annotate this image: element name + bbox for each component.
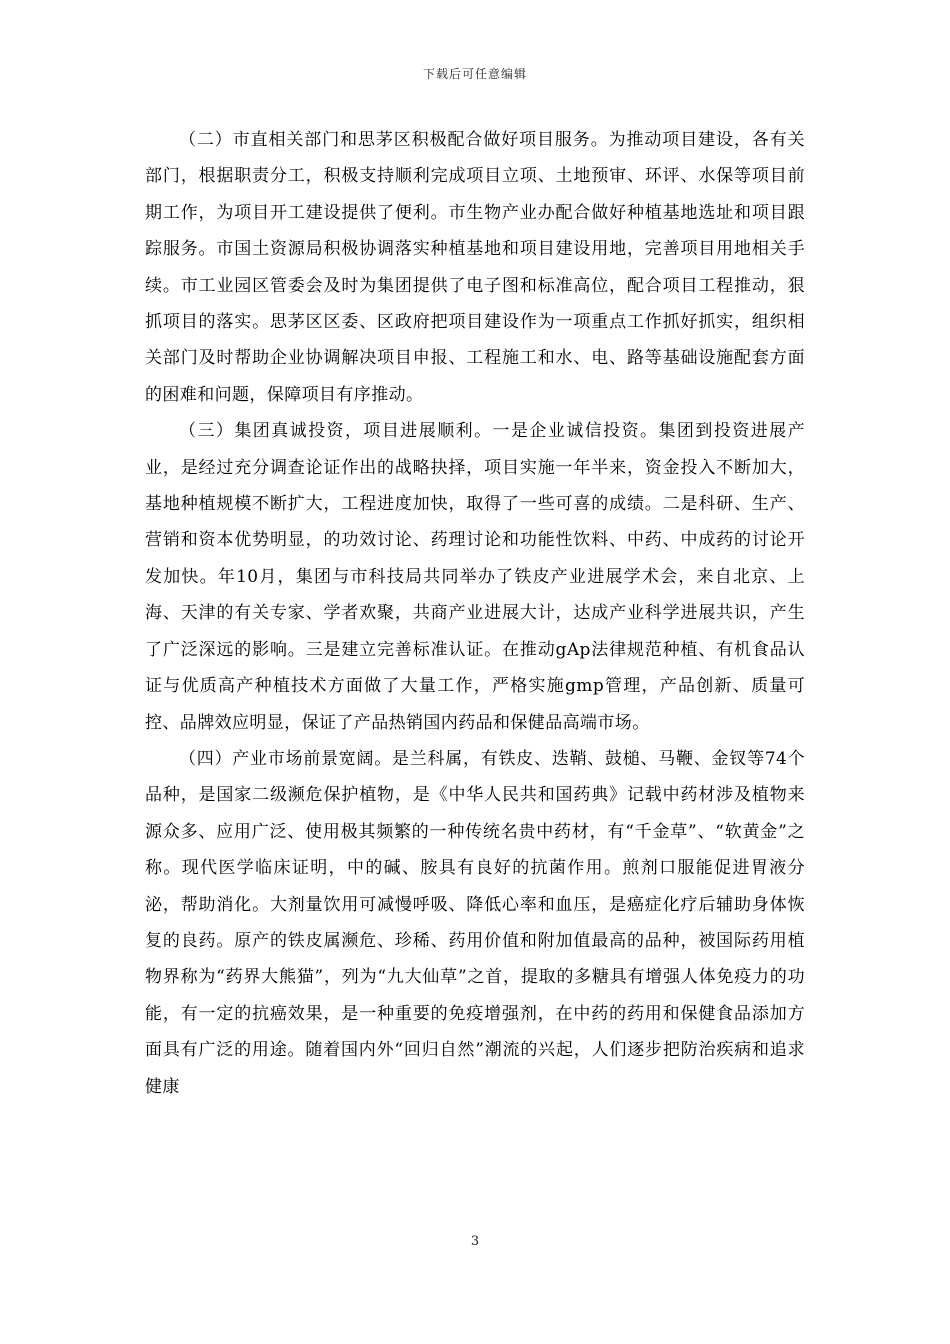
paragraph-4: （四）产业市场前景宽阔。是兰科属，有铁皮、迭鞘、鼓槌、马鞭、金钗等74个品种，是国家二级濒危保护植物，是《中华人民共和国药典》记载中药材涉及植物来源众多、应用广泛、使用极其频繁的一种传统名贵中药材，有“千金草”、“软黄金”之称。现代医学临床证明，中的碱、胺具有良好的抗菌作用。煎剂口服能促进胃液分泌，帮助消化。大剂量饮用可减慢呼吸、降低心率和血压，是癌症化疗后辅助身体恢复的良药。原产的铁皮属濒危、珍稀、药用价值和附加值最高的品种，被国际药用植物界称为“药界大熊猫”，列为“九大仙草”之首，提取的多糖具有增强人体免疫力的功能，有一定的抗癌效果，是一种重要的免疫增强剂，在中药的药用和保健食品添加方面具有广泛的用途。随着国内外“回归自然”潮流的兴起，人们逐步把防治疾病和追求健康: [145, 748, 805, 1097]
page-number: 3: [470, 1234, 480, 1249]
paragraph-2: （二）市直相关部门和思茅区积极配合做好项目服务。为推动项目建设，各有关部门，根据职责分工，积极支持顺利完成项目立项、土地预审、环评、水保等项目前期工作，为项目开工建设提供了便利。市生物产业办配合做好种植基地选址和项目跟踪服务。市国土资源局积极协调落实种植基地和项目建设用地，完善项目用地相关手续。市工业园区管委会及时为集团提供了电子图和标准高位，配合项目工程推动，狠抓项目的落实。思茅区区委、区政府把项目建设作为一项重点工作抓好抓实，组织相关部门及时帮助企业协调解决项目申报、工程施工和水、电、路等基础设施配套方面的困难和问题，保障项目有序推动。: [145, 130, 805, 405]
body-text: [145, 122, 805, 1105]
paragraph-3: （三）集团真诚投资，项目进展顺利。一是企业诚信投资。集团到投资进展产业，是经过充分调查论证作出的战略抉择，项目实施一年半来，资金投入不断加大，基地种植规模不断扩大，工程进度加快，取得了一些可喜的成绩。二是科研、生产、营销和资本优势明显，的功效讨论、药理讨论和功能性饮料、中药、中成药的讨论开发加快。年10月，集团与市科技局共同举办了铁皮产业进展学术会，来自北京、上海、天津的有关专家、学者欢聚，共商产业进展大计，达成产业科学进展共识，产生了广泛深远的影响。三是建立完善标准认证。在推动gAp法律规范种植、有机食品认证与优质高产种植技术方面做了大量工作，严格实施gmp管理，产品创新、质量可控、品牌效应明显，保证了产品热销国内药品和保健品高端市场。: [145, 421, 805, 733]
page-header: 下载后可任意编辑: [422, 67, 527, 81]
